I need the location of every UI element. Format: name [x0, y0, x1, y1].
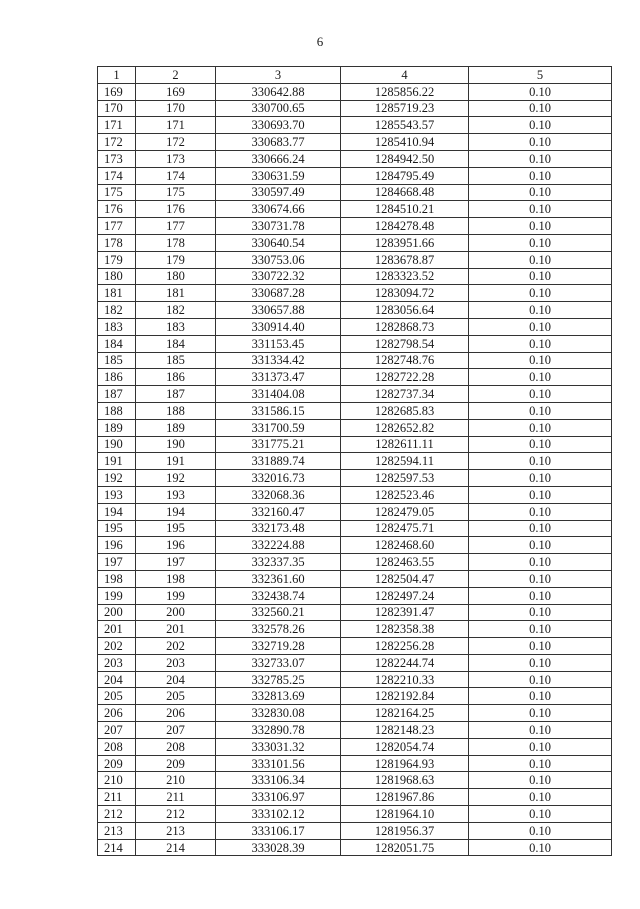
- table-cell-col-2: 208: [136, 738, 216, 755]
- table-cell-col-5: 0.10: [469, 83, 612, 100]
- table-cell-col-1: 191: [98, 453, 136, 470]
- table-cell-col-4: 1282051.75: [341, 839, 469, 856]
- table-row: [98, 503, 612, 520]
- table-row: [98, 755, 612, 772]
- table-cell-col-4: 1282504.47: [341, 570, 469, 587]
- table-row: [98, 738, 612, 755]
- table-cell-col-5: 0.10: [469, 436, 612, 453]
- table-cell-col-1: 178: [98, 234, 136, 251]
- table-cell-col-2: 177: [136, 218, 216, 235]
- table-row: [98, 806, 612, 823]
- table-cell-col-1: 201: [98, 621, 136, 638]
- table-cell-col-1: 187: [98, 386, 136, 403]
- table-cell-col-5: 0.10: [469, 772, 612, 789]
- table-cell-col-5: 0.10: [469, 806, 612, 823]
- table-cell-col-3: 331404.08: [216, 386, 341, 403]
- table-row: [98, 234, 612, 251]
- table-cell-col-4: 1282722.28: [341, 369, 469, 386]
- table-cell-col-3: 332560.21: [216, 604, 341, 621]
- table-cell-col-5: 0.10: [469, 302, 612, 319]
- table-cell-col-2: 170: [136, 100, 216, 117]
- table-cell-col-1: 172: [98, 134, 136, 151]
- table-cell-col-1: 184: [98, 335, 136, 352]
- table-cell-col-2: 185: [136, 352, 216, 369]
- table-row: [98, 134, 612, 151]
- table-cell-col-1: 198: [98, 570, 136, 587]
- table-cell-col-2: 192: [136, 470, 216, 487]
- table-cell-col-4: 1281968.63: [341, 772, 469, 789]
- table-cell-col-4: 1282148.23: [341, 722, 469, 739]
- table-cell-col-3: 332016.73: [216, 470, 341, 487]
- table-cell-col-1: 176: [98, 201, 136, 218]
- table-cell-col-3: 331700.59: [216, 419, 341, 436]
- table-cell-col-1: 195: [98, 520, 136, 537]
- table-row: [98, 402, 612, 419]
- table-row: [98, 419, 612, 436]
- table-cell-col-2: 183: [136, 318, 216, 335]
- table-cell-col-3: 332813.69: [216, 688, 341, 705]
- table-cell-col-3: 332830.08: [216, 705, 341, 722]
- table-cell-col-2: 198: [136, 570, 216, 587]
- column-header-5: 5: [469, 67, 612, 84]
- table-cell-col-2: 202: [136, 638, 216, 655]
- table-cell-col-3: 330640.54: [216, 234, 341, 251]
- table-cell-col-4: 1282798.54: [341, 335, 469, 352]
- table-cell-col-1: 173: [98, 150, 136, 167]
- table-row: [98, 554, 612, 571]
- table-cell-col-4: 1285719.23: [341, 100, 469, 117]
- column-header-2: 2: [136, 67, 216, 84]
- table-cell-col-2: 196: [136, 537, 216, 554]
- table-cell-col-4: 1282164.25: [341, 705, 469, 722]
- table-cell-col-1: 183: [98, 318, 136, 335]
- table-cell-col-1: 204: [98, 671, 136, 688]
- table-cell-col-4: 1284510.21: [341, 201, 469, 218]
- table-cell-col-5: 0.10: [469, 251, 612, 268]
- table-cell-col-2: 182: [136, 302, 216, 319]
- table-cell-col-3: 332160.47: [216, 503, 341, 520]
- table-cell-col-5: 0.10: [469, 268, 612, 285]
- table-cell-col-4: 1281964.93: [341, 755, 469, 772]
- table-cell-col-2: 203: [136, 654, 216, 671]
- table-cell-col-1: 169: [98, 83, 136, 100]
- table-cell-col-4: 1282192.84: [341, 688, 469, 705]
- table-row: [98, 386, 612, 403]
- column-header-4: 4: [341, 67, 469, 84]
- table-cell-col-2: 191: [136, 453, 216, 470]
- table-cell-col-2: 211: [136, 789, 216, 806]
- table-cell-col-4: 1284278.48: [341, 218, 469, 235]
- table-row: [98, 167, 612, 184]
- table-row: [98, 352, 612, 369]
- table-cell-col-3: 330674.66: [216, 201, 341, 218]
- table-cell-col-3: 333101.56: [216, 755, 341, 772]
- table-cell-col-3: 330731.78: [216, 218, 341, 235]
- table-cell-col-4: 1282054.74: [341, 738, 469, 755]
- table-cell-col-4: 1283951.66: [341, 234, 469, 251]
- table-cell-col-3: 330631.59: [216, 167, 341, 184]
- table-cell-col-5: 0.10: [469, 285, 612, 302]
- table-row: [98, 722, 612, 739]
- table-cell-col-4: 1282468.60: [341, 537, 469, 554]
- table-cell-col-5: 0.10: [469, 184, 612, 201]
- table-cell-col-1: 180: [98, 268, 136, 285]
- coordinates-table: [97, 66, 612, 856]
- table-cell-col-3: 333106.17: [216, 822, 341, 839]
- table-row: [98, 150, 612, 167]
- table-cell-col-4: 1282523.46: [341, 486, 469, 503]
- table-cell-col-5: 0.10: [469, 755, 612, 772]
- table-cell-col-4: 1282597.53: [341, 470, 469, 487]
- table-row: [98, 251, 612, 268]
- table-cell-col-1: 211: [98, 789, 136, 806]
- table-cell-col-4: 1282479.05: [341, 503, 469, 520]
- table-cell-col-3: 330722.32: [216, 268, 341, 285]
- table-cell-col-5: 0.10: [469, 537, 612, 554]
- table-cell-col-3: 333031.32: [216, 738, 341, 755]
- table-cell-col-5: 0.10: [469, 453, 612, 470]
- table-cell-col-3: 333028.39: [216, 839, 341, 856]
- table-row: [98, 302, 612, 319]
- table-cell-col-5: 0.10: [469, 419, 612, 436]
- table-cell-col-2: 179: [136, 251, 216, 268]
- table-cell-col-4: 1282611.11: [341, 436, 469, 453]
- table-cell-col-1: 182: [98, 302, 136, 319]
- table-cell-col-3: 332173.48: [216, 520, 341, 537]
- table-cell-col-5: 0.10: [469, 789, 612, 806]
- table-cell-col-1: 209: [98, 755, 136, 772]
- table-cell-col-5: 0.10: [469, 822, 612, 839]
- table-cell-col-2: 174: [136, 167, 216, 184]
- table-cell-col-1: 212: [98, 806, 136, 823]
- table-cell-col-1: 194: [98, 503, 136, 520]
- table-cell-col-3: 330666.24: [216, 150, 341, 167]
- table-cell-col-4: 1283056.64: [341, 302, 469, 319]
- table-cell-col-3: 331153.45: [216, 335, 341, 352]
- table-cell-col-2: 204: [136, 671, 216, 688]
- table-cell-col-3: 330657.88: [216, 302, 341, 319]
- table-cell-col-4: 1283323.52: [341, 268, 469, 285]
- table-cell-col-3: 332361.60: [216, 570, 341, 587]
- table-cell-col-1: 181: [98, 285, 136, 302]
- table-row: [98, 822, 612, 839]
- table-cell-col-4: 1282256.28: [341, 638, 469, 655]
- table-cell-col-3: 332785.25: [216, 671, 341, 688]
- table-cell-col-1: 206: [98, 705, 136, 722]
- table-cell-col-4: 1285856.22: [341, 83, 469, 100]
- table-cell-col-5: 0.10: [469, 587, 612, 604]
- table-cell-col-1: 200: [98, 604, 136, 621]
- table-row: [98, 638, 612, 655]
- table-cell-col-1: 210: [98, 772, 136, 789]
- table-row: [98, 688, 612, 705]
- table-cell-col-4: 1282497.24: [341, 587, 469, 604]
- table-cell-col-2: 175: [136, 184, 216, 201]
- table-cell-col-1: 177: [98, 218, 136, 235]
- table-cell-col-3: 331373.47: [216, 369, 341, 386]
- table-cell-col-5: 0.10: [469, 520, 612, 537]
- table-cell-col-4: 1283678.87: [341, 251, 469, 268]
- column-header-1: 1: [98, 67, 136, 84]
- page-number: 6: [316, 34, 324, 49]
- table-cell-col-2: 184: [136, 335, 216, 352]
- table-cell-col-2: 190: [136, 436, 216, 453]
- table-cell-col-2: 171: [136, 117, 216, 134]
- table-cell-col-5: 0.10: [469, 402, 612, 419]
- table-row: [98, 218, 612, 235]
- table-cell-col-2: 212: [136, 806, 216, 823]
- table-cell-col-1: 185: [98, 352, 136, 369]
- table-cell-col-3: 332733.07: [216, 654, 341, 671]
- table-body: [98, 83, 612, 856]
- table-cell-col-1: 202: [98, 638, 136, 655]
- table-cell-col-2: 173: [136, 150, 216, 167]
- table-cell-col-4: 1284668.48: [341, 184, 469, 201]
- table-cell-col-4: 1285410.94: [341, 134, 469, 151]
- table-cell-col-3: 333106.34: [216, 772, 341, 789]
- table-header: [98, 67, 612, 84]
- table-cell-col-5: 0.10: [469, 386, 612, 403]
- table-cell-col-2: 172: [136, 134, 216, 151]
- table-cell-col-5: 0.10: [469, 638, 612, 655]
- table-cell-col-1: 174: [98, 167, 136, 184]
- table-cell-col-2: 210: [136, 772, 216, 789]
- table-cell-col-1: 203: [98, 654, 136, 671]
- header-row: [98, 67, 612, 84]
- table-cell-col-5: 0.10: [469, 722, 612, 739]
- table-cell-col-3: 330642.88: [216, 83, 341, 100]
- table-cell-col-5: 0.10: [469, 604, 612, 621]
- table-cell-col-3: 332719.28: [216, 638, 341, 655]
- table-cell-col-4: 1282475.71: [341, 520, 469, 537]
- table-cell-col-2: 180: [136, 268, 216, 285]
- table-row: [98, 587, 612, 604]
- table-cell-col-5: 0.10: [469, 688, 612, 705]
- table-cell-col-4: 1282244.74: [341, 654, 469, 671]
- table-row: [98, 369, 612, 386]
- table-cell-col-3: 331586.15: [216, 402, 341, 419]
- table-cell-col-3: 332068.36: [216, 486, 341, 503]
- table-cell-col-2: 186: [136, 369, 216, 386]
- table-row: [98, 772, 612, 789]
- table-cell-col-1: 199: [98, 587, 136, 604]
- table-cell-col-5: 0.10: [469, 503, 612, 520]
- table-cell-col-3: 330700.65: [216, 100, 341, 117]
- table-cell-col-5: 0.10: [469, 100, 612, 117]
- table-cell-col-2: 169: [136, 83, 216, 100]
- table-cell-col-5: 0.10: [469, 134, 612, 151]
- table-row: [98, 285, 612, 302]
- table-cell-col-3: 330597.49: [216, 184, 341, 201]
- table-cell-col-4: 1282463.55: [341, 554, 469, 571]
- table-cell-col-2: 181: [136, 285, 216, 302]
- table-cell-col-4: 1282868.73: [341, 318, 469, 335]
- table-row: [98, 436, 612, 453]
- table-cell-col-3: 331889.74: [216, 453, 341, 470]
- table-cell-col-1: 186: [98, 369, 136, 386]
- table-cell-col-5: 0.10: [469, 201, 612, 218]
- table-cell-col-3: 333106.97: [216, 789, 341, 806]
- table-cell-col-3: 333102.12: [216, 806, 341, 823]
- table-cell-col-3: 332578.26: [216, 621, 341, 638]
- table-cell-col-2: 214: [136, 839, 216, 856]
- table-cell-col-3: 332890.78: [216, 722, 341, 739]
- table-cell-col-1: 179: [98, 251, 136, 268]
- table-cell-col-3: 330753.06: [216, 251, 341, 268]
- table-cell-col-4: 1282652.82: [341, 419, 469, 436]
- table-row: [98, 537, 612, 554]
- table-cell-col-4: 1283094.72: [341, 285, 469, 302]
- table-cell-col-4: 1281967.86: [341, 789, 469, 806]
- table-cell-col-5: 0.10: [469, 554, 612, 571]
- table-cell-col-2: 178: [136, 234, 216, 251]
- table-cell-col-2: 206: [136, 705, 216, 722]
- table-row: [98, 117, 612, 134]
- table-row: [98, 520, 612, 537]
- table-cell-col-3: 331334.42: [216, 352, 341, 369]
- table-cell-col-3: 330693.70: [216, 117, 341, 134]
- table-row: [98, 486, 612, 503]
- table-cell-col-1: 189: [98, 419, 136, 436]
- table-cell-col-5: 0.10: [469, 621, 612, 638]
- table-cell-col-5: 0.10: [469, 318, 612, 335]
- table-cell-col-2: 197: [136, 554, 216, 571]
- table-cell-col-4: 1282391.47: [341, 604, 469, 621]
- table-cell-col-1: 213: [98, 822, 136, 839]
- table-cell-col-1: 205: [98, 688, 136, 705]
- table-row: [98, 184, 612, 201]
- table-cell-col-1: 170: [98, 100, 136, 117]
- table-cell-col-4: 1284795.49: [341, 167, 469, 184]
- table-cell-col-2: 200: [136, 604, 216, 621]
- table-cell-col-2: 205: [136, 688, 216, 705]
- table-cell-col-1: 188: [98, 402, 136, 419]
- table-cell-col-4: 1282685.83: [341, 402, 469, 419]
- table-cell-col-3: 330683.77: [216, 134, 341, 151]
- column-header-3: 3: [216, 67, 341, 84]
- table-cell-col-5: 0.10: [469, 352, 612, 369]
- table-cell-col-1: 190: [98, 436, 136, 453]
- table-cell-col-1: 192: [98, 470, 136, 487]
- table-row: [98, 335, 612, 352]
- table-cell-col-4: 1285543.57: [341, 117, 469, 134]
- table-row: [98, 100, 612, 117]
- table-cell-col-2: 194: [136, 503, 216, 520]
- table-cell-col-2: 195: [136, 520, 216, 537]
- table-cell-col-3: 331775.21: [216, 436, 341, 453]
- table-cell-col-4: 1282748.76: [341, 352, 469, 369]
- table-row: [98, 654, 612, 671]
- table-row: [98, 789, 612, 806]
- table-cell-col-1: 214: [98, 839, 136, 856]
- table-cell-col-5: 0.10: [469, 671, 612, 688]
- table-cell-col-2: 193: [136, 486, 216, 503]
- table-row: [98, 671, 612, 688]
- table-cell-col-4: 1282358.38: [341, 621, 469, 638]
- table-cell-col-1: 197: [98, 554, 136, 571]
- table-cell-col-4: 1284942.50: [341, 150, 469, 167]
- table-cell-col-5: 0.10: [469, 705, 612, 722]
- table-row: [98, 83, 612, 100]
- table-cell-col-2: 207: [136, 722, 216, 739]
- table-row: [98, 268, 612, 285]
- table-row: [98, 621, 612, 638]
- table-cell-col-5: 0.10: [469, 570, 612, 587]
- table-row: [98, 201, 612, 218]
- table-row: [98, 570, 612, 587]
- table-cell-col-1: 193: [98, 486, 136, 503]
- table-cell-col-2: 189: [136, 419, 216, 436]
- table-cell-col-5: 0.10: [469, 335, 612, 352]
- table-cell-col-5: 0.10: [469, 234, 612, 251]
- table-cell-col-1: 196: [98, 537, 136, 554]
- table-row: [98, 705, 612, 722]
- table-cell-col-4: 1282210.33: [341, 671, 469, 688]
- table-cell-col-2: 187: [136, 386, 216, 403]
- table-cell-col-3: 332438.74: [216, 587, 341, 604]
- table-cell-col-5: 0.10: [469, 654, 612, 671]
- table-cell-col-5: 0.10: [469, 839, 612, 856]
- table-cell-col-1: 175: [98, 184, 136, 201]
- table-row: [98, 839, 612, 856]
- table-cell-col-3: 330914.40: [216, 318, 341, 335]
- table-row: [98, 470, 612, 487]
- table-cell-col-4: 1282594.11: [341, 453, 469, 470]
- table-cell-col-2: 176: [136, 201, 216, 218]
- table-cell-col-5: 0.10: [469, 117, 612, 134]
- table-cell-col-5: 0.10: [469, 369, 612, 386]
- table-cell-col-5: 0.10: [469, 150, 612, 167]
- table-cell-col-2: 213: [136, 822, 216, 839]
- table-cell-col-3: 332224.88: [216, 537, 341, 554]
- table-cell-col-3: 332337.35: [216, 554, 341, 571]
- table-cell-col-4: 1282737.34: [341, 386, 469, 403]
- table-row: [98, 318, 612, 335]
- table-cell-col-1: 207: [98, 722, 136, 739]
- table-cell-col-2: 209: [136, 755, 216, 772]
- table-cell-col-3: 330687.28: [216, 285, 341, 302]
- table-cell-col-5: 0.10: [469, 167, 612, 184]
- table-cell-col-5: 0.10: [469, 738, 612, 755]
- table-cell-col-5: 0.10: [469, 470, 612, 487]
- table-row: [98, 604, 612, 621]
- table-cell-col-4: 1281964.10: [341, 806, 469, 823]
- table-cell-col-2: 201: [136, 621, 216, 638]
- table-row: [98, 453, 612, 470]
- table-cell-col-5: 0.10: [469, 486, 612, 503]
- table-cell-col-1: 171: [98, 117, 136, 134]
- table-cell-col-5: 0.10: [469, 218, 612, 235]
- table-cell-col-2: 188: [136, 402, 216, 419]
- table-cell-col-1: 208: [98, 738, 136, 755]
- table-cell-col-4: 1281956.37: [341, 822, 469, 839]
- table-cell-col-2: 199: [136, 587, 216, 604]
